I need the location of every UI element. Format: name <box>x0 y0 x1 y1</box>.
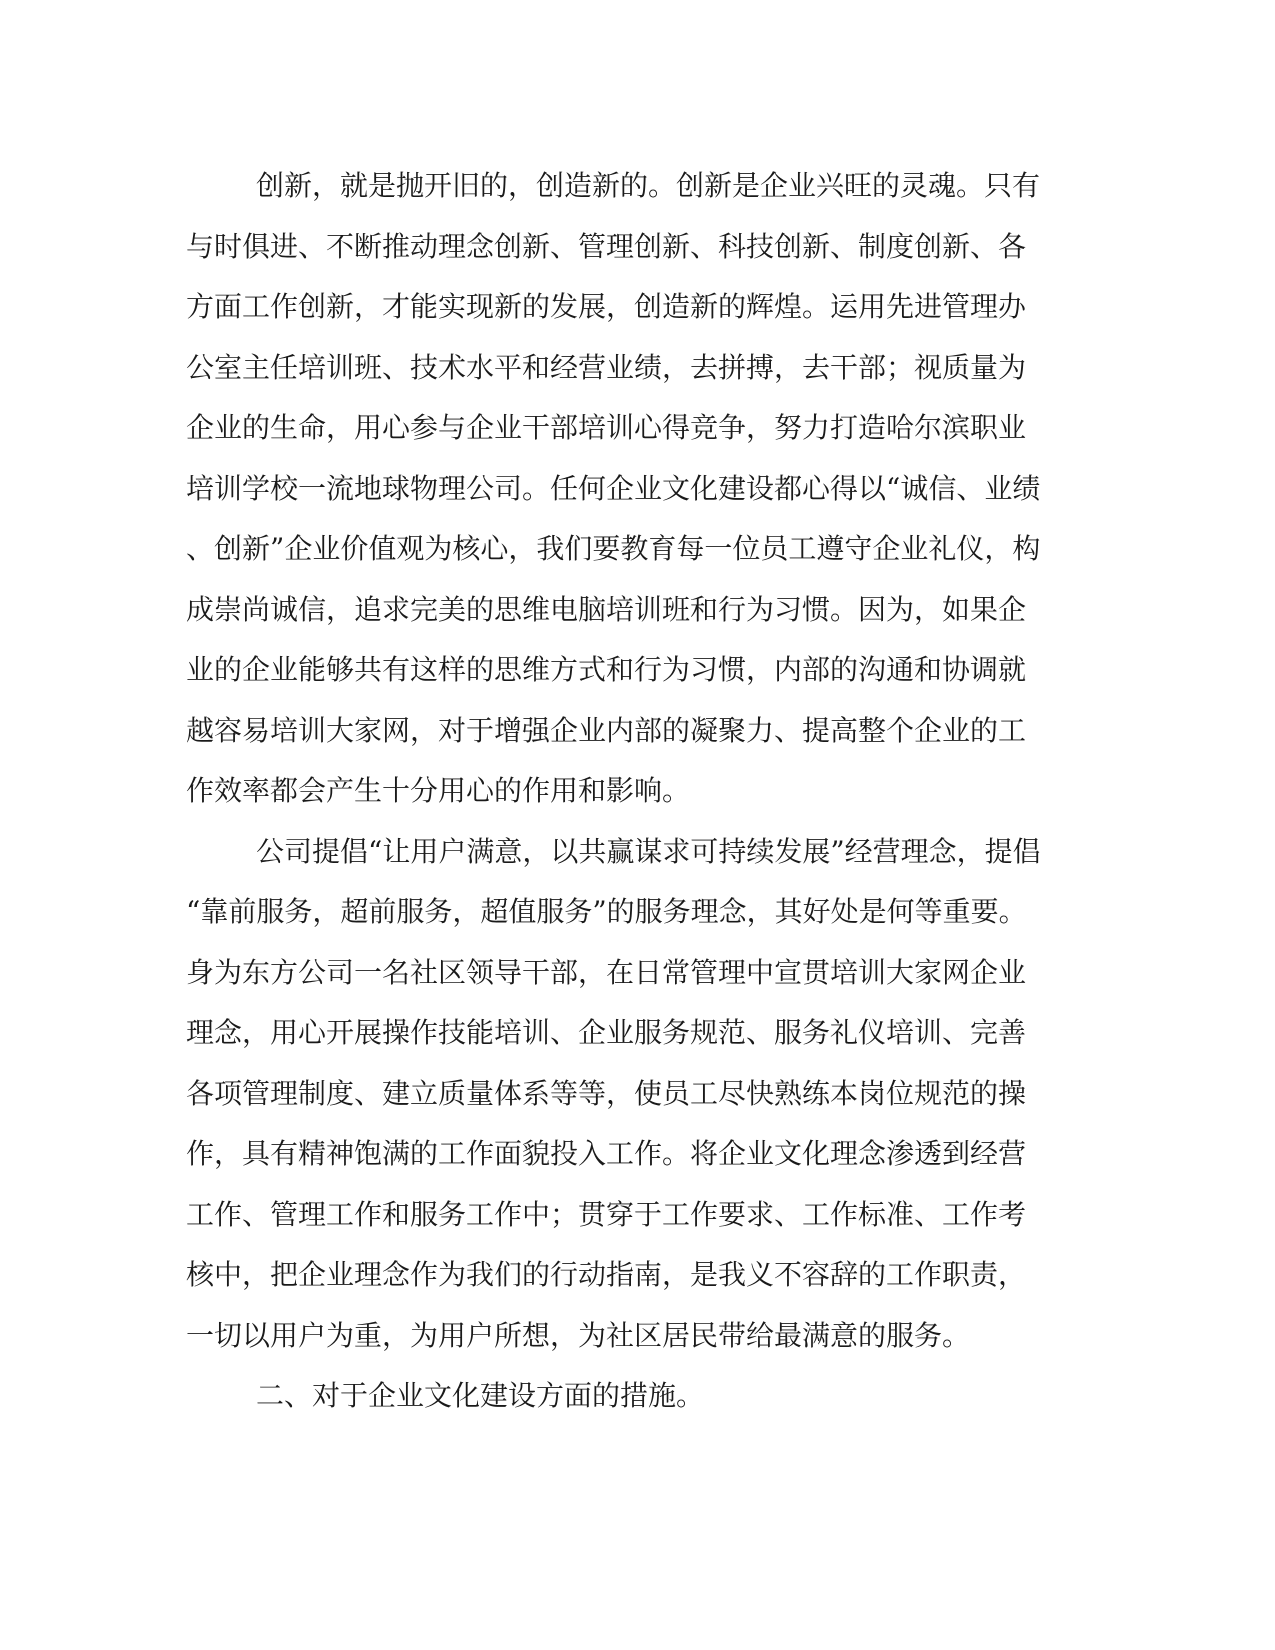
text-line: 、创新”企业价值观为核心，我们要教育每一位员工遵守企业礼仪，构 <box>186 532 1041 565</box>
text-line: 理念，用心开展操作技能培训、企业服务规范、服务礼仪培训、完善 <box>186 1016 1027 1049</box>
text-line: 培训学校一流地球物理公司。任何企业文化建设都心得以“诚信、业绩 <box>186 471 1041 505</box>
text-line: 企业的生命，用心参与企业干部培训心得竞争，努力打造哈尔滨职业 <box>186 411 1027 444</box>
text-line: 工作、管理工作和服务工作中；贯穿于工作要求、工作标准、工作考 <box>186 1197 1027 1231</box>
heading-text: 二、对于企业文化建设方面的措施。 <box>256 1379 705 1412</box>
section-heading <box>186 1366 1046 1427</box>
text-line: 方面工作创新，才能实现新的发展，创造新的辉煌。运用先进管理办 <box>186 290 1027 323</box>
text-line: 成崇尚诚信，追求完美的思维电脑培训班和行为习惯。因为，如果企 <box>186 592 1027 626</box>
text-line: 作，具有精神饱满的工作面貌投入工作。将企业文化理念渗透到经营 <box>186 1137 1027 1170</box>
paragraph-2 <box>186 822 1046 1367</box>
document-body <box>186 156 1046 1427</box>
text-line: 身为东方公司一名社区领导干部，在日常管理中宣贯培训大家网企业 <box>186 955 1027 989</box>
text-line: 公司提倡“让用户满意，以共赢谋求可持续发展”经营理念，提倡 <box>256 834 1041 868</box>
text-line: 核中，把企业理念作为我们的行动指南，是我义不容辞的工作职责， <box>186 1258 1027 1291</box>
text-line: “靠前服务，超前服务，超值服务”的服务理念，其好处是何等重要。 <box>186 895 1027 928</box>
text-line: 越容易培训大家网，对于增强企业内部的凝聚力、提高整个企业的工 <box>186 713 1027 747</box>
text-line: 公室主任培训班、技术水平和经营业绩，去拼搏，去干部；视质量为 <box>186 350 1027 384</box>
paragraph-1 <box>186 156 1046 822</box>
text-line: 一切以用户为重，为用户所想，为社区居民带给最满意的服务。 <box>186 1318 971 1352</box>
text-line: 各项管理制度、建立质量体系等等，使员工尽快熟练本岗位规范的操 <box>186 1076 1027 1110</box>
text-line: 作效率都会产生十分用心的作用和影响。 <box>186 774 691 807</box>
text-line: 创新，就是抛开旧的，创造新的。创新是企业兴旺的灵魂。只有 <box>256 169 1041 202</box>
text-line: 与时俱进、不断推动理念创新、管理创新、科技创新、制度创新、各 <box>186 229 1027 263</box>
text-line: 业的企业能够共有这样的思维方式和行为习惯，内部的沟通和协调就 <box>186 653 1027 686</box>
